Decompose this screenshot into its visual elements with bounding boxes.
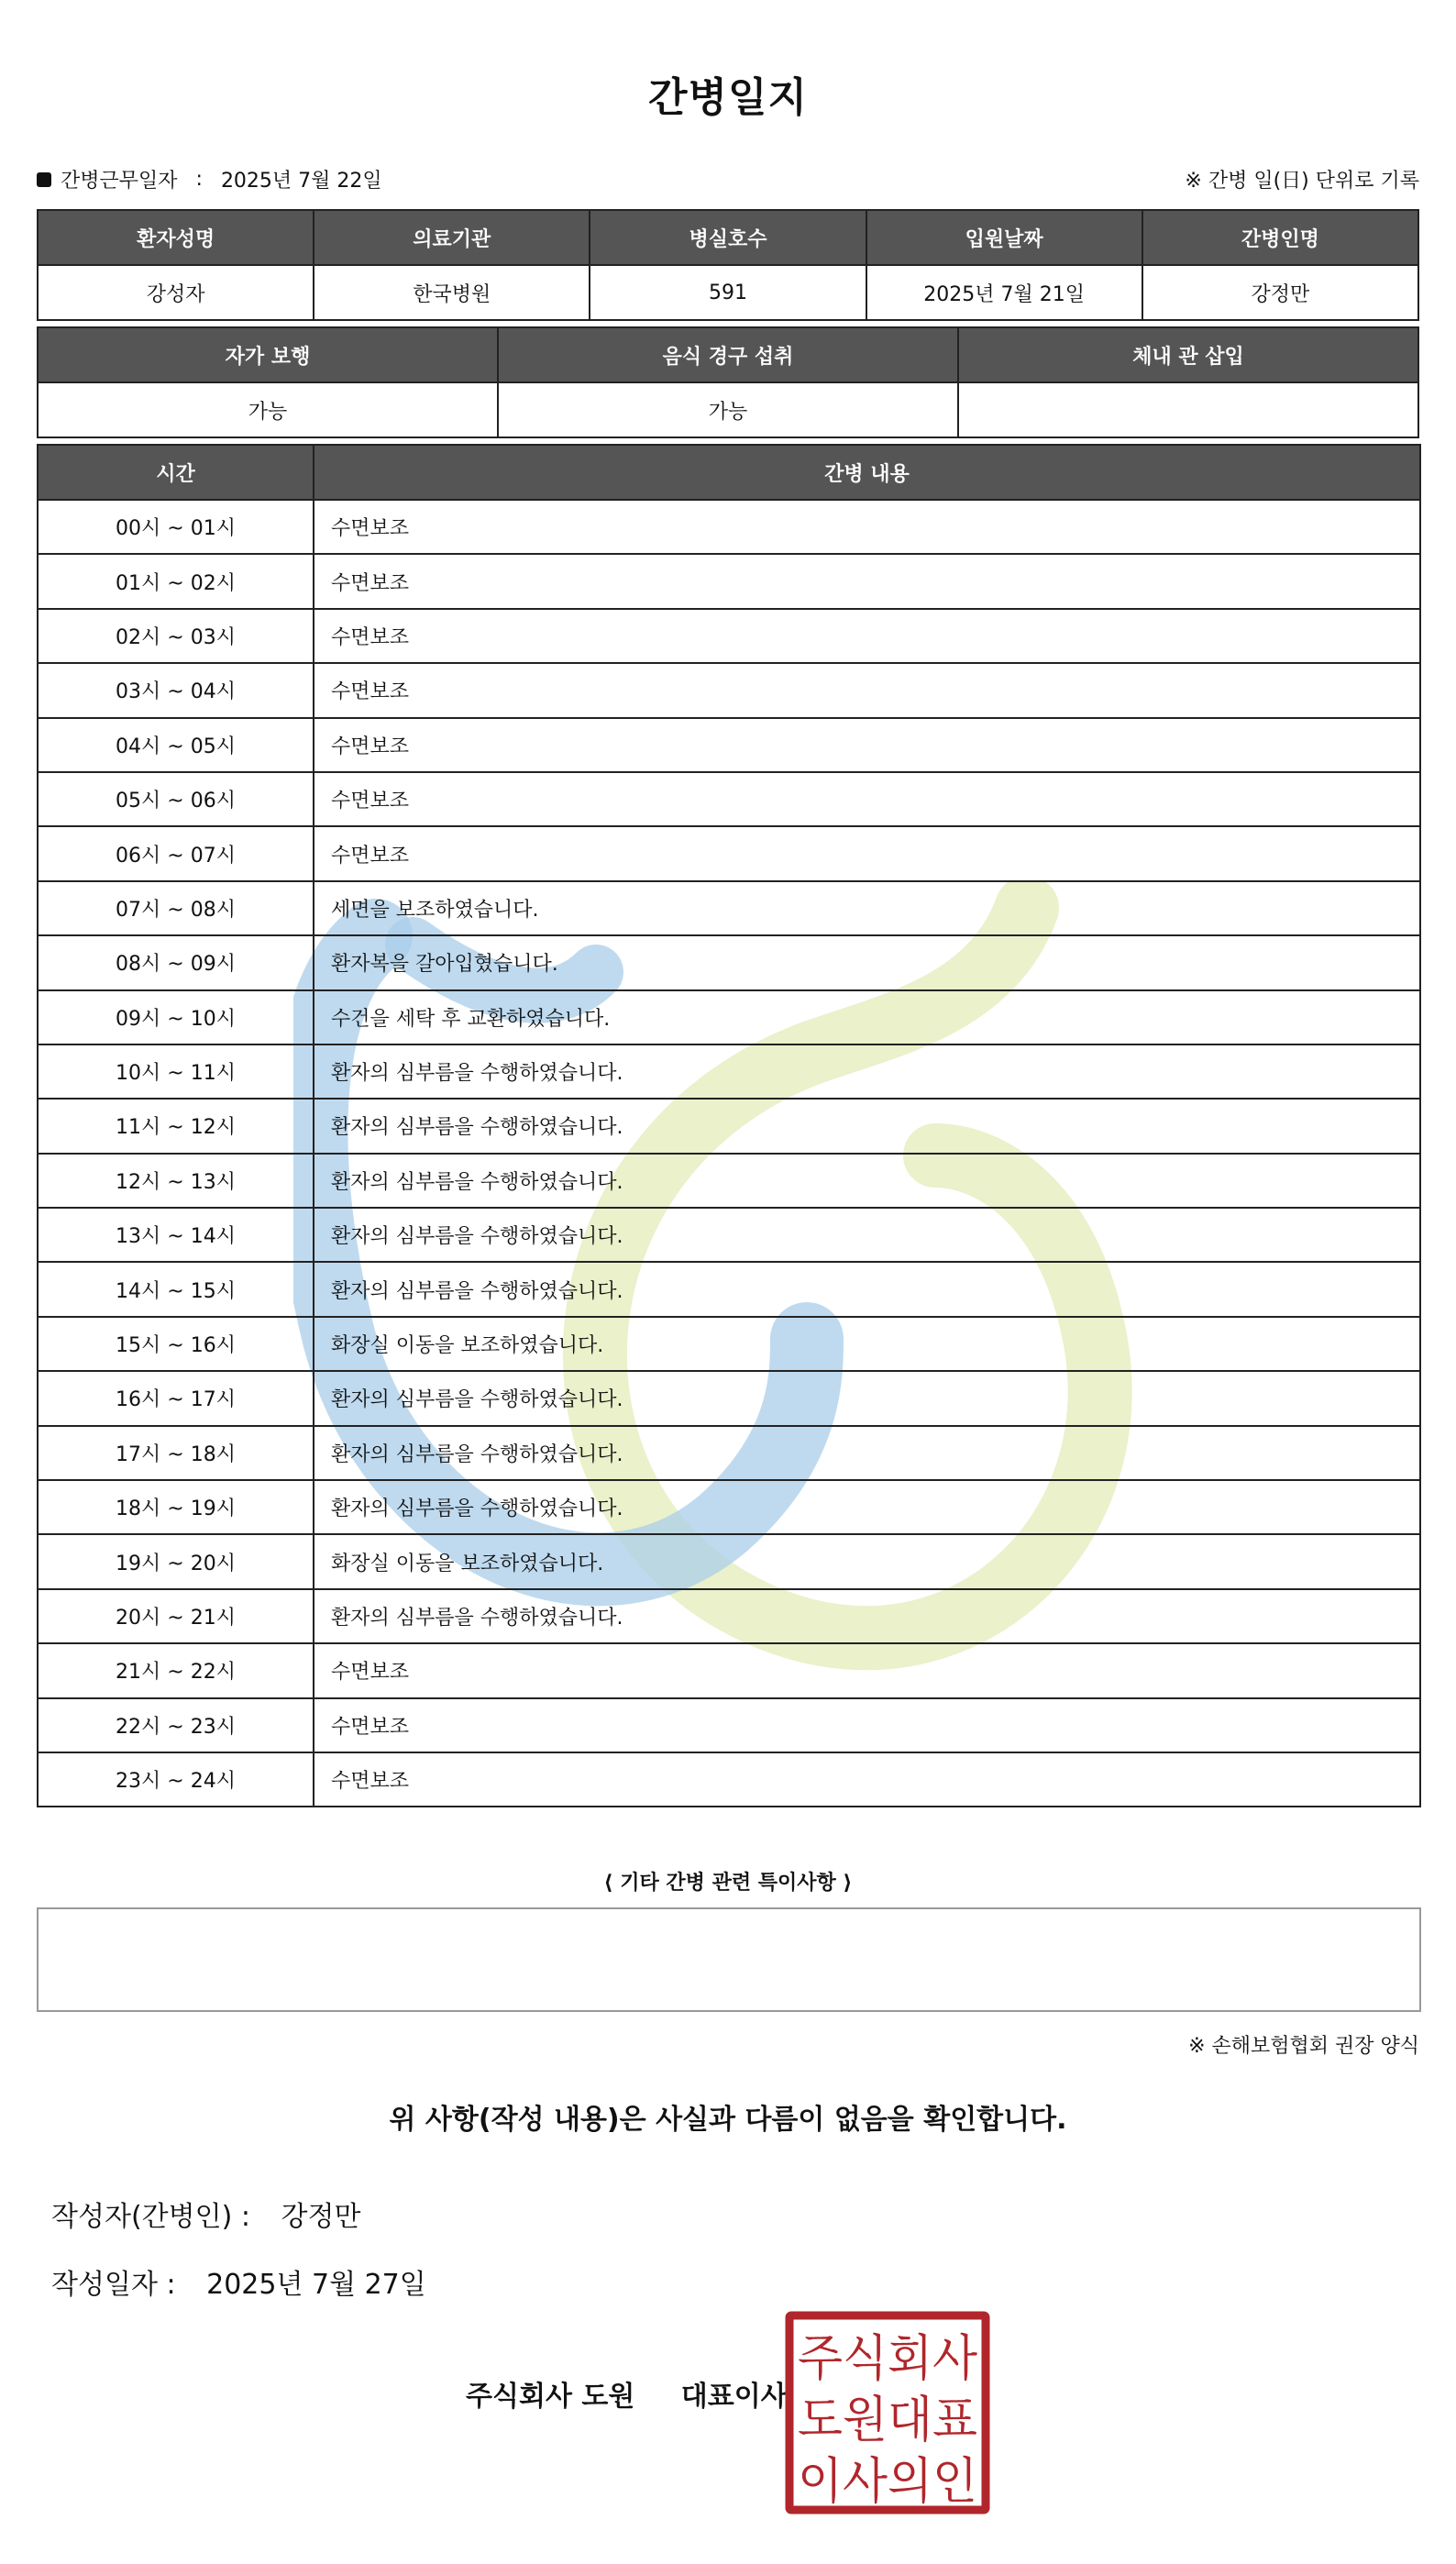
table-row [38, 1426, 1420, 1480]
table-row [38, 1480, 1420, 1534]
header-hospital: 의료기관 [314, 210, 590, 265]
table-row [38, 1643, 1420, 1697]
table-row [38, 826, 1420, 880]
log-content: 수면보조 [314, 1698, 1420, 1752]
log-time: 16시 ~ 17시 [38, 1371, 314, 1425]
log-time: 10시 ~ 11시 [38, 1044, 314, 1099]
table-row [38, 1208, 1420, 1262]
table-row [38, 1317, 1420, 1371]
care-log-table [37, 444, 1421, 1807]
table-row [38, 935, 1420, 989]
log-time: 18시 ~ 19시 [38, 1480, 314, 1534]
table-row [38, 718, 1420, 772]
header-admission-date: 입원날짜 [866, 210, 1142, 265]
log-content: 환자의 심부름을 수행하였습니다. [314, 1589, 1420, 1643]
header-care-content: 간병 내용 [314, 445, 1420, 500]
log-content: 환자의 심부름을 수행하였습니다. [314, 1044, 1420, 1099]
header-oral-intake: 음식 경구 섭취 [498, 327, 958, 382]
writer-line [51, 2194, 360, 2234]
written-date-line [51, 2261, 426, 2302]
log-content: 수면보조 [314, 500, 1420, 554]
log-content: 수면보조 [314, 609, 1420, 663]
seal-line-1: 주식회사 [798, 2329, 977, 2387]
log-time: 19시 ~ 20시 [38, 1534, 314, 1588]
notes-title: ⟨ 기타 간병 관련 특이사항 ⟩ [603, 1872, 853, 1895]
log-time: 01시 ~ 02시 [38, 554, 314, 608]
log-time: 02시 ~ 03시 [38, 609, 314, 663]
log-time: 17시 ~ 18시 [38, 1426, 314, 1480]
log-time: 09시 ~ 10시 [38, 990, 314, 1044]
caregiver-name: 강정만 [1142, 265, 1418, 320]
work-date-value: 2025년 7월 22일 [220, 170, 382, 193]
notes-box [37, 1907, 1421, 2012]
seal-line-2: 도원대표 [798, 2391, 977, 2448]
log-time: 14시 ~ 15시 [38, 1262, 314, 1316]
admission-date: 2025년 7월 21일 [866, 265, 1142, 320]
log-content: 환자의 심부름을 수행하였습니다. [314, 1099, 1420, 1153]
table-row [38, 554, 1420, 608]
self-walking-value: 가능 [38, 382, 498, 437]
log-content: 수면보조 [314, 554, 1420, 608]
log-time: 22시 ~ 23시 [38, 1698, 314, 1752]
table-row [38, 1589, 1420, 1643]
table-row [38, 1262, 1420, 1316]
representative-title: 대표이사 [680, 2381, 788, 2413]
company-name: 주식회사 도원 [466, 2381, 635, 2413]
header-tube-insertion: 체내 관 삽입 [958, 327, 1418, 382]
patient-status-table [37, 326, 1419, 438]
company-signature-line [466, 2373, 788, 2414]
log-content: 환자의 심부름을 수행하였습니다. [314, 1426, 1420, 1480]
table-row [38, 1371, 1420, 1425]
log-time: 00시 ~ 01시 [38, 500, 314, 554]
log-content: 수면보조 [314, 826, 1420, 880]
log-content: 수면보조 [314, 772, 1420, 826]
log-content: 화장실 이동을 보조하였습니다. [314, 1534, 1420, 1588]
room-number: 591 [590, 265, 866, 320]
log-time: 03시 ~ 04시 [38, 663, 314, 717]
table-row [38, 990, 1420, 1044]
log-content: 환자의 심부름을 수행하였습니다. [314, 1480, 1420, 1534]
work-date-line [37, 165, 382, 193]
patient-info-table [37, 209, 1419, 321]
log-time: 15시 ~ 16시 [38, 1317, 314, 1371]
table-row [38, 881, 1420, 935]
confirmation-statement: 위 사항(작성 내용)은 사실과 다름이 없음을 확인합니다. [389, 2104, 1067, 2136]
log-content: 환자의 심부름을 수행하였습니다. [314, 1208, 1420, 1262]
seal-line-3: 이사의인 [798, 2452, 977, 2510]
log-content: 환자의 심부름을 수행하였습니다. [314, 1371, 1420, 1425]
log-time: 06시 ~ 07시 [38, 826, 314, 880]
recommended-form-note: ※ 손해보험협회 권장 양식 [1188, 2035, 1419, 2058]
table-row [38, 1099, 1420, 1153]
table-row [38, 500, 1420, 554]
written-date: 2025년 7월 27일 [206, 2269, 426, 2301]
header-time: 시간 [38, 445, 314, 500]
header-patient-name: 환자성명 [38, 210, 314, 265]
log-time: 13시 ~ 14시 [38, 1208, 314, 1262]
table-row [38, 1698, 1420, 1752]
log-time: 12시 ~ 13시 [38, 1154, 314, 1208]
log-time: 23시 ~ 24시 [38, 1752, 314, 1807]
log-content: 수면보조 [314, 663, 1420, 717]
writer-label: 작성자(간병인) : [51, 2201, 250, 2233]
document-title: 간병일지 [647, 74, 808, 121]
square-bullet-icon [37, 172, 51, 187]
header-self-walking: 자가 보행 [38, 327, 498, 382]
unit-note: ※ 간병 일(日) 단위로 기록 [1185, 170, 1419, 193]
log-content: 수건을 세탁 후 교환하였습니다. [314, 990, 1420, 1044]
log-content: 환자의 심부름을 수행하였습니다. [314, 1154, 1420, 1208]
work-date-separator: : [195, 168, 203, 191]
tube-insertion-value [958, 382, 1418, 437]
patient-name: 강성자 [38, 265, 314, 320]
table-row [38, 663, 1420, 717]
log-content: 수면보조 [314, 718, 1420, 772]
company-seal-stamp [785, 2311, 990, 2514]
log-time: 07시 ~ 08시 [38, 881, 314, 935]
hospital-name: 한국병원 [314, 265, 590, 320]
table-row [38, 1752, 1420, 1807]
log-content: 수면보조 [314, 1752, 1420, 1807]
table-row [38, 772, 1420, 826]
work-date-label: 간병근무일자 [61, 170, 178, 193]
header-caregiver-name: 간병인명 [1142, 210, 1418, 265]
log-content: 화장실 이동을 보조하였습니다. [314, 1317, 1420, 1371]
log-time: 20시 ~ 21시 [38, 1589, 314, 1643]
table-row [38, 609, 1420, 663]
log-content: 환자의 심부름을 수행하였습니다. [314, 1262, 1420, 1316]
log-time: 05시 ~ 06시 [38, 772, 314, 826]
log-content: 수면보조 [314, 1643, 1420, 1697]
table-row [38, 1154, 1420, 1208]
written-date-label: 작성일자 : [51, 2269, 176, 2301]
log-time: 04시 ~ 05시 [38, 718, 314, 772]
header-room-number: 병실호수 [590, 210, 866, 265]
log-time: 08시 ~ 09시 [38, 935, 314, 989]
log-content: 세면을 보조하였습니다. [314, 881, 1420, 935]
oral-intake-value: 가능 [498, 382, 958, 437]
table-row [38, 1044, 1420, 1099]
writer-name: 강정만 [281, 2201, 361, 2233]
log-time: 21시 ~ 22시 [38, 1643, 314, 1697]
table-row [38, 1534, 1420, 1588]
log-content: 환자복을 갈아입혔습니다. [314, 935, 1420, 989]
log-time: 11시 ~ 12시 [38, 1099, 314, 1153]
